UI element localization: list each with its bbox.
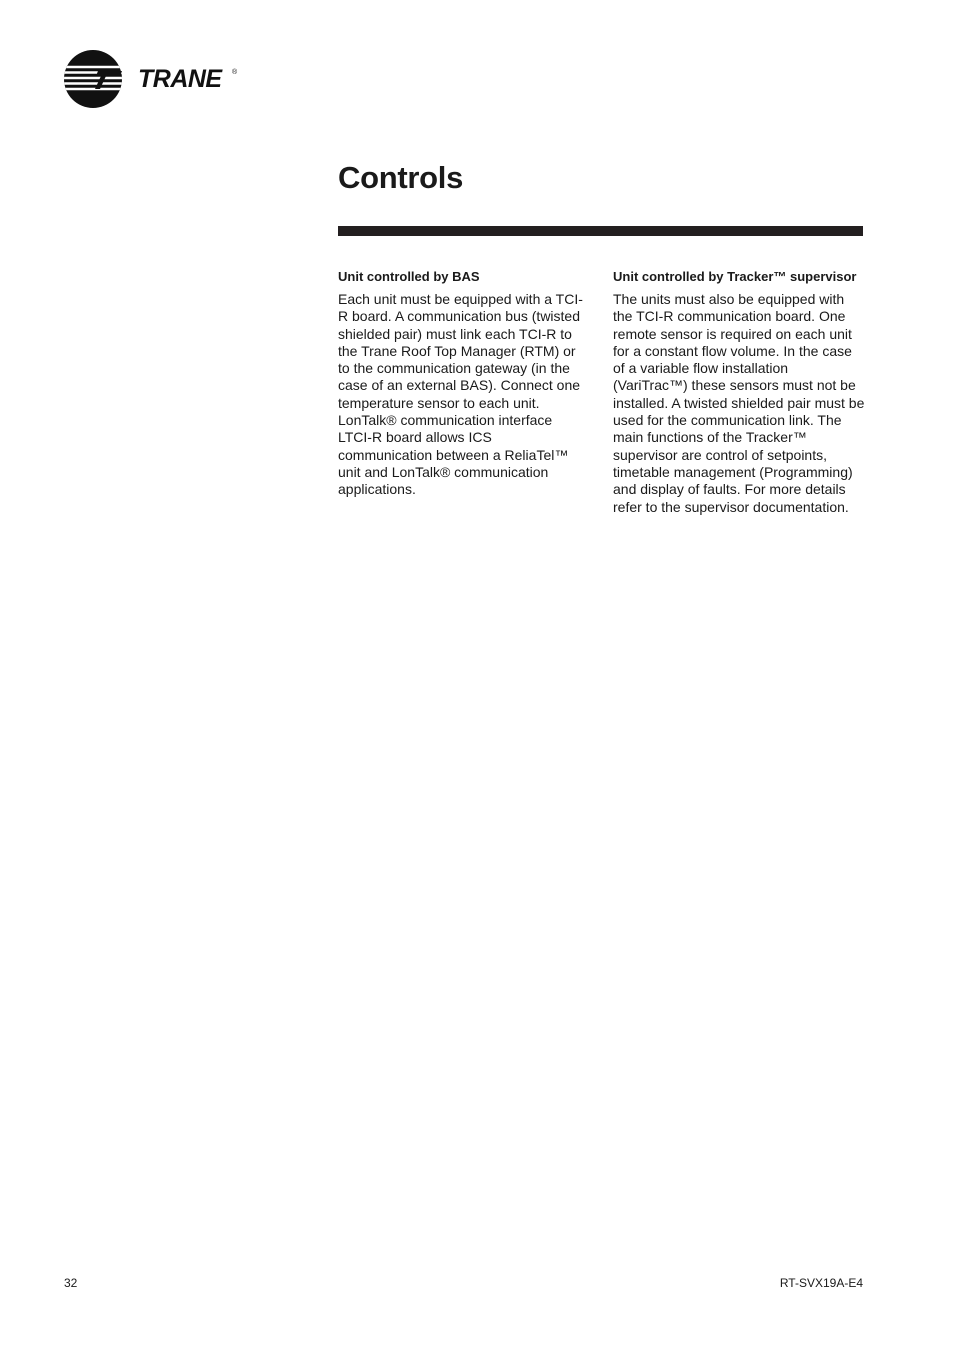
title-divider xyxy=(338,226,863,236)
trane-logo-mark xyxy=(64,49,244,109)
section-tracker xyxy=(613,268,865,516)
document-code: RT-SVX19A-E4 xyxy=(779,1276,863,1290)
registered-mark: ® xyxy=(232,69,238,76)
trane-logo xyxy=(64,49,244,109)
section-bas xyxy=(338,268,584,499)
page-number: 32 xyxy=(64,1276,78,1290)
logo-wordmark: TRANE xyxy=(138,65,222,93)
section-heading: Unit controlled by BAS xyxy=(338,269,480,284)
section-body: Each unit must be equipped with a TCI-R board. A communication bus (twisted shielded pair) must link each TCI-R to the Trane Roof Top Manager (RTM) or to the communication gateway (in the case of an external BAS). Connect one temperature sensor to each unit. LonTalk® communication interface LTCI-R board allows ICS communication between a ReliaTel™ unit and LonTalk® communication applications. xyxy=(338,291,583,498)
page-title: Controls xyxy=(338,160,464,195)
section-heading: Unit controlled by Tracker™ supervisor xyxy=(613,269,857,284)
section-body: The units must also be equipped with the TCI-R communication board. One remote sensor is required on each unit for a constant flow volume. In the case of a variable flow installation (VariTrac™) these sensors must not be installed. A twisted shielded pair must be used for the communication link. The main functions of the Tracker™ supervisor are control of setpoints, timetable management (Programming) and display of faults. For more details refer to the supervisor documentation. xyxy=(613,291,865,515)
